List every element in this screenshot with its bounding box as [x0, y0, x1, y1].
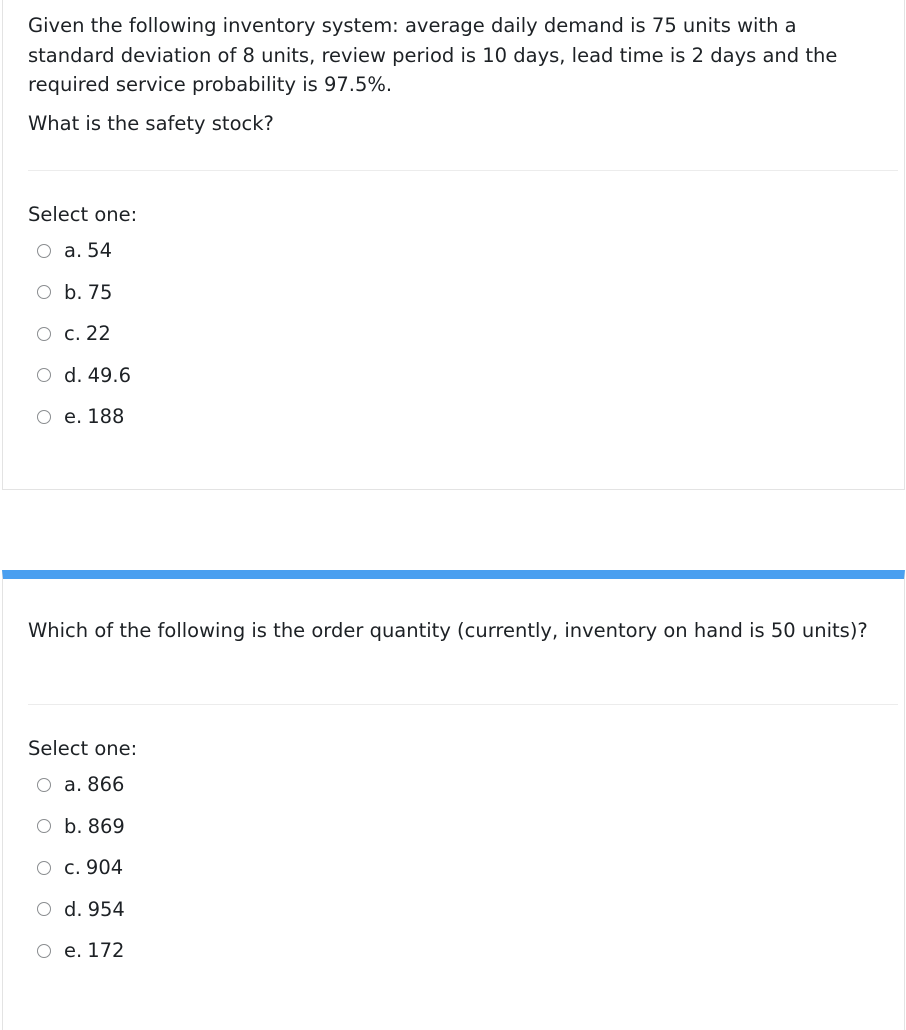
answer-options-2 [28, 764, 125, 972]
option-text: 866 [87, 773, 125, 797]
question-card-1 [2, 0, 905, 490]
radio-button[interactable] [37, 244, 51, 258]
question-1-prompt: What is the safety stock? [28, 111, 274, 135]
option-letter: a. [64, 239, 83, 263]
answer-option-2e[interactable] [28, 930, 125, 972]
radio-button[interactable] [37, 285, 51, 299]
answer-option-1c[interactable] [28, 313, 131, 355]
question-1-statement: Given the following inventory system: average daily demand is 75 units with a standard deviation of 8 units, review period is 10 days, lead time is 2 days and the required service probability is 97.5%. [28, 14, 838, 96]
answer-option-1b[interactable] [28, 272, 131, 314]
option-text: 904 [85, 856, 124, 880]
answer-option-1a[interactable] [28, 230, 131, 272]
radio-button[interactable] [37, 861, 51, 875]
divider [28, 170, 898, 171]
select-one-label: Select one: [28, 737, 138, 760]
radio-button[interactable] [37, 819, 51, 833]
option-letter: a. [64, 773, 83, 797]
radio-button[interactable] [37, 368, 51, 382]
answer-option-2b[interactable] [28, 806, 125, 848]
option-letter: c. [64, 856, 81, 880]
option-text: 869 [87, 814, 125, 838]
question-text-2 [28, 616, 878, 646]
answer-option-2c[interactable] [28, 847, 125, 889]
select-one-label: Select one: [28, 203, 138, 226]
question-text-1 [28, 11, 878, 138]
question-2-statement: Which of the following is the order quantity (currently, inventory on hand is 50 units)? [28, 619, 868, 642]
option-text: 954 [87, 897, 125, 921]
answer-option-1e[interactable] [28, 396, 131, 438]
radio-button[interactable] [37, 902, 51, 916]
answer-option-1d[interactable] [28, 355, 131, 397]
option-text: 49.6 [87, 363, 131, 387]
radio-button[interactable] [37, 327, 51, 341]
divider [28, 704, 898, 705]
option-letter: d. [64, 897, 83, 921]
option-text: 172 [87, 939, 125, 963]
option-letter: b. [64, 814, 83, 838]
question-card-2 [2, 570, 905, 1030]
option-text: 54 [87, 239, 112, 263]
answer-option-2d[interactable] [28, 889, 125, 931]
option-letter: e. [64, 405, 83, 429]
option-letter: c. [64, 322, 81, 346]
option-letter: d. [64, 363, 83, 387]
option-text: 22 [85, 322, 111, 346]
radio-button[interactable] [37, 944, 51, 958]
option-text: 75 [87, 280, 113, 304]
answer-options-1 [28, 230, 131, 438]
radio-button[interactable] [37, 410, 51, 424]
option-letter: b. [64, 280, 83, 304]
option-letter: e. [64, 939, 83, 963]
radio-button[interactable] [37, 778, 51, 792]
option-text: 188 [87, 405, 125, 429]
answer-option-2a[interactable] [28, 764, 125, 806]
